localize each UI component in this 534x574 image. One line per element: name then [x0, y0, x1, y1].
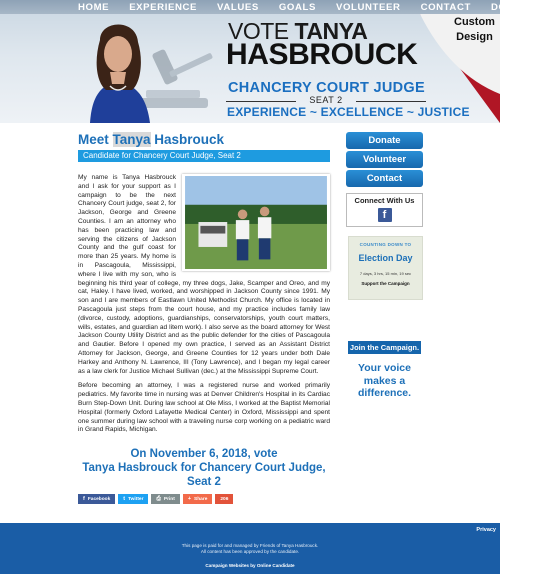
voice-line-2: makes a [363, 374, 406, 387]
share-twitter-label: Twitter [128, 496, 144, 502]
share-bar [78, 494, 233, 504]
nav-donate[interactable]: DONATE [490, 1, 534, 13]
title-prefix: Meet [78, 132, 113, 147]
site-header [0, 0, 534, 123]
biography [78, 174, 330, 441]
website-credit-link[interactable]: Campaign Websites by Online Candidate [205, 563, 295, 568]
nav-goals[interactable]: GOALS [278, 1, 316, 13]
nav-values[interactable]: VALUES [217, 1, 259, 13]
voice-line-1: Your voice [358, 362, 411, 374]
share-facebook-button[interactable] [78, 494, 115, 504]
closing-line-1: On November 6, 2018, vote [130, 448, 278, 460]
closing-line-2: Tanya Hasbrouck for Chancery Court Judge, [82, 462, 326, 474]
election-countdown [348, 236, 423, 300]
page-subtitle-bar: Candidate for Chancery Court Judge, Seat 2 [78, 150, 330, 162]
connect-widget [346, 193, 423, 227]
print-label: Print [163, 496, 175, 502]
nav-home[interactable]: HOME [78, 1, 110, 13]
countdown-title: Election Day [358, 253, 413, 263]
campaign-photo [182, 174, 330, 271]
vote-call-to-action [78, 447, 330, 489]
site-footer [0, 523, 500, 574]
plus-icon: + [187, 496, 192, 502]
seat-label: SEAT 2 [309, 95, 343, 105]
share-count: 206 [220, 496, 229, 502]
connect-title: Connect With Us [354, 196, 415, 205]
join-campaign-button[interactable]: Join the Campaign. [349, 343, 420, 352]
campaign-tagline: EXPERIENCE ~ EXCELLENCE ~ JUSTICE [227, 105, 470, 119]
candidate-first-name: TANYA [294, 18, 368, 44]
badge-line-2: Design [456, 31, 493, 43]
paid-line-2: All content has been approved by the candidate. [200, 548, 300, 554]
share-facebook-label: Facebook [87, 496, 111, 502]
print-button[interactable] [151, 494, 179, 504]
bio-paragraph-1: My name is Tanya Hasbrouck and I ask for your support as I campaign to be the next Chancery Court judge, seat 2, for Jackson, George and Greene Counties. I am an attorney who has been practicing law and serving the citizens of Jackson County and the gulf coast for more than 25 years. My home is in Pascagoula, Mississippi, where I live with my son, who is beginning his third year of college, my three dogs, Jake, Scamper and Oreo, and my cat, Haley. I have lived, worked, and worshipped in Jackson County since 1991. My son and I are members of Eastlawn United Methodist Church. My office is located in Pascagoula just steps from the court house, and my practice includes family law (divorce, custody, adoptions, guardianships, conservatorships, youth court matters, wills, estates, and guardian ad litem work). I also serve as the board attorney for West Jackson County Utility District and as the public defender for the cities of Pascagoula and Gautier. Before I opened my own practice, I served as an Assistant District Attorney for Jackson, George, and Greene Counties for 12 years under both Dale Harkey and Anthony N. Lawrence, III (Tony Lawrence), and I began my legal career as a law clerk for Justice Michael Sullivan (dec.) at the Mississippi Supreme Court. [78, 174, 330, 375]
nav-volunteer[interactable]: VOLUNTEER [335, 1, 401, 13]
contact-button[interactable]: Contact [346, 170, 423, 187]
office-title: CHANCERY COURT JUDGE [228, 80, 425, 96]
custom-design-label [454, 15, 495, 45]
donate-button[interactable]: Donate [346, 132, 423, 149]
badge-line-1: Custom [454, 16, 495, 28]
candidate-portrait [70, 12, 166, 123]
paid-line-1: This page is paid for and managed by Friends of Tanya Hasbrouck. [181, 543, 319, 548]
main-heading-block [78, 132, 330, 162]
share-twitter-button[interactable] [118, 494, 148, 504]
share-more-label: Share [194, 496, 208, 502]
voice-slogan [348, 362, 421, 400]
page-title [78, 132, 330, 147]
title-highlight: Tanya [112, 132, 151, 147]
share-more-button[interactable] [183, 494, 213, 504]
facebook-icon: f [83, 496, 85, 502]
countdown-heading: COUNTING DOWN TO [359, 242, 412, 247]
print-icon: ⎙ [156, 495, 161, 502]
nav-contact[interactable]: CONTACT [420, 1, 471, 13]
privacy-link[interactable]: Privacy [476, 527, 496, 533]
facebook-icon[interactable]: f [378, 208, 392, 222]
twitter-icon: t [123, 496, 126, 502]
candidate-last-name: HASBROUCK [226, 38, 418, 71]
title-suffix: Hasbrouck [150, 132, 225, 147]
support-campaign-link[interactable]: Support the Campaign [361, 281, 410, 286]
closing-line-3: Seat 2 [187, 476, 221, 488]
volunteer-button[interactable]: Volunteer [346, 151, 423, 168]
bio-paragraph-2: Before becoming an attorney, I was a registered nurse and worked primarily pediatrics. My favorite time in nursing was at Denver Children's Hospital in its Cardiac Burn Step-Down Unit. During law school at Ole Miss, I worked at the Baptist Memorial Hospital (formerly Oxford Lafayette Medical Center) in Oxford, Mississippi and spent one summer during law school with a traveling nurse corp working on a pediatric ward in Grand Rapids, Michigan. [78, 382, 330, 434]
paid-for-notice [0, 543, 500, 554]
nav-experience[interactable]: EXPERIENCE [129, 1, 198, 13]
voice-line-3: difference. [357, 387, 412, 399]
vote-word: VOTE [228, 18, 289, 44]
countdown-time: 7 days, 3 hrs, 15 min, 19 sec [359, 271, 412, 276]
share-count-badge [215, 494, 233, 504]
